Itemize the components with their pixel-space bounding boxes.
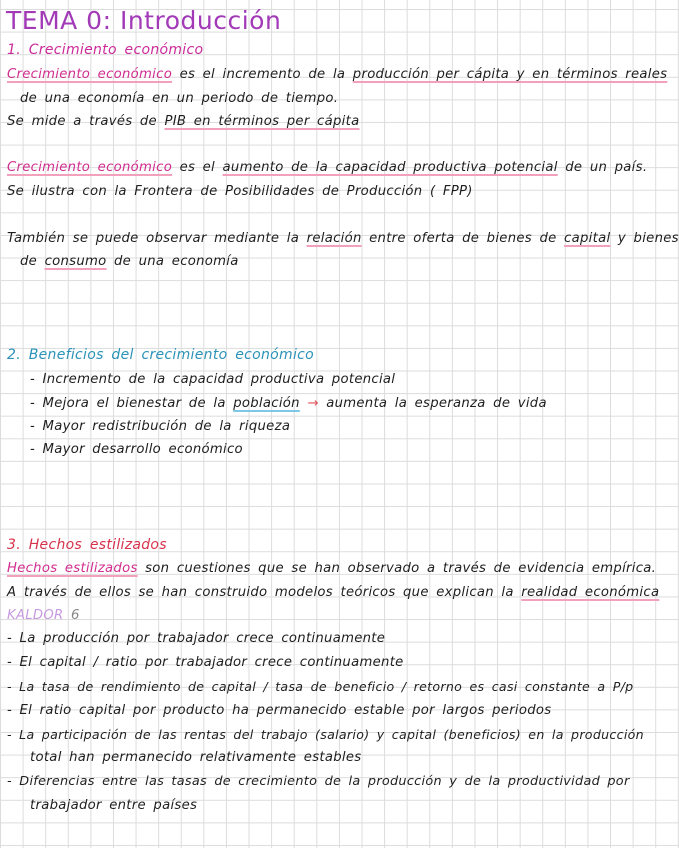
s1-p3-line2-b: de una economía [114, 254, 239, 269]
s3-p1-realidad: realidad económica [521, 585, 660, 600]
s1-p3-relacion: relación [306, 231, 362, 246]
s2-bullet-2 [30, 396, 547, 411]
page-title: TEMA 0: Introducción [6, 6, 282, 35]
arrow-right-icon: → [307, 396, 319, 411]
s1-p1-line1 [7, 67, 667, 82]
s1-p3-consumo: consumo [44, 254, 107, 269]
section-3-heading: 3. Hechos estilizados [7, 537, 167, 553]
s1-p1-underlined: producción per cápita y en términos reales [352, 67, 668, 82]
section-2-heading: 2. Beneficios del crecimiento económico [7, 347, 315, 363]
s1-p2-underlined: aumento de la capacidad productiva potencial [222, 160, 558, 175]
kaldor-name: KALDOR [7, 608, 64, 623]
s3-p1-line2-text: A través de ellos se han construido modelos teóricos que explican la [7, 585, 514, 600]
s1-p2-text-b: de un país. [565, 160, 648, 175]
s1-p1-line2: de una economía en un periodo de tiempo. [20, 91, 339, 106]
s2-bullet-2-a: - Mejora el bienestar de la [30, 396, 226, 411]
s3-fact-4: - El ratio capital por producto ha permanecido estable por largos periodos [7, 703, 552, 718]
section-1-heading: 1. Crecimiento económico [7, 42, 204, 58]
s2-bullet-4: - Mayor desarrollo económico [30, 442, 243, 457]
s3-fact-5-cont: total han permanecido relativamente estables [30, 750, 362, 765]
s1-p2-line1 [7, 160, 647, 175]
s1-p3-text-c: y bienes [617, 231, 679, 246]
s1-p1-line3-underlined: PIB en términos per cápita [164, 114, 360, 129]
s1-p1-term: Crecimiento económico [7, 67, 173, 82]
s3-fact-6-cont: trabajador entre países [30, 798, 198, 813]
s3-p1-line2 [7, 585, 659, 600]
s3-fact-3: - La tasa de rendimiento de capital / tasa de beneficio / retorno es casi constante a P/p [7, 679, 634, 694]
s3-p1-line1 [7, 561, 656, 576]
s1-p3-capital: capital [564, 231, 611, 246]
kaldor-label [7, 608, 80, 623]
s1-p1-line3 [7, 114, 359, 129]
s1-p1-line3-text: Se mide a través de [7, 114, 157, 129]
s1-p2-term: Crecimiento económico [7, 160, 173, 175]
s1-p3-line2-a: de [20, 254, 38, 269]
s3-fact-1: - La producción por trabajador crece continuamente [7, 631, 386, 646]
s3-fact-2: - El capital / ratio por trabajador crece continuamente [7, 655, 404, 670]
s2-bullet-2-b: aumenta la esperanza de vida [326, 396, 547, 411]
s1-p2-line2: Se ilustra con la Frontera de Posibilidades de Producción ( FPP) [7, 184, 473, 199]
s1-p1-text: es el incremento de la [179, 67, 346, 82]
s3-fact-5: - La participación de las rentas del trabajo (salario) y capital (beneficios) en la producción [7, 727, 644, 742]
s3-fact-6: - Diferencias entre las tasas de crecimiento de la producción y de la productividad por [7, 774, 630, 789]
s1-p3-line2 [20, 254, 239, 269]
s1-p2-text-a: es el [179, 160, 216, 175]
s2-bullet-3: - Mayor redistribución de la riqueza [30, 419, 291, 434]
s3-p1-text: son cuestiones que se han observado a través de evidencia empírica. [145, 561, 657, 576]
s1-p3-text-a: También se puede observar mediante la [7, 231, 300, 246]
s2-bullet-1: - Incremento de la capacidad productiva potencial [30, 372, 396, 387]
s1-p3-text-b: entre oferta de bienes de [369, 231, 557, 246]
kaldor-number: 6 [71, 608, 80, 623]
s2-bullet-2-poblacion: población [233, 396, 300, 411]
s1-p3-line1 [7, 231, 679, 246]
s3-p1-term: Hechos estilizados [7, 561, 138, 576]
